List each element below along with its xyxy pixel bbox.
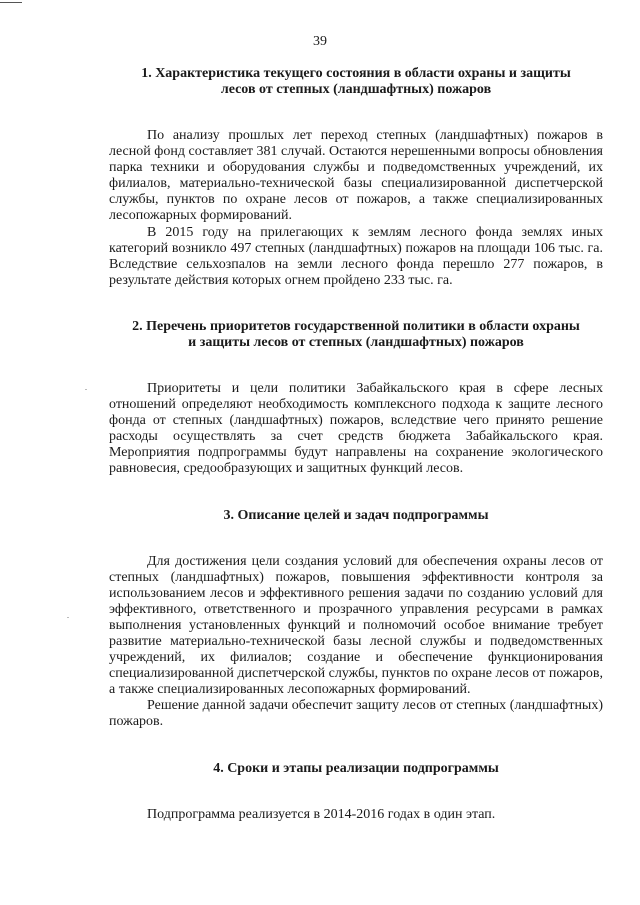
scan-speck (85, 389, 87, 390)
section-heading-2 (109, 319, 603, 351)
scan-corner-mark (0, 2, 22, 3)
section-heading-4 (109, 761, 603, 777)
section-heading-3 (109, 508, 603, 524)
page-number: 39 (313, 34, 327, 49)
heading-line: лесов от степных (ландшафтных) пожаров (220, 82, 492, 97)
document-body (109, 66, 603, 823)
section-heading-1 (109, 66, 603, 98)
body-paragraph: По анализу прошлых лет переход степных (ландшафтных) пожаров в лесной фонд составляет 381 случай. Остаются нерешенными вопросы обновления парка техники и оборудования службы и подведомственных учреждений, их филиалов, материально-технической базы специализированной диспетчерской службы, пунктов по охране лесов от пожаров, а также специализированных лесопожарных формирований. (109, 128, 603, 224)
body-paragraph: В 2015 году на прилегающих к землям лесного фонда землях иных категорий возникло 497 степных (ландшафтных) пожаров на площади 106 тыс. га. Вследствие сельхозпалов на земли лесного фонда перешло 277 пожаров, в результате действия которых огнем пройдено 233 тыс. га. (109, 224, 603, 288)
heading-line: 2. Перечень приоритетов государственной политики в области охраны (132, 318, 580, 334)
body-paragraph: Подпрограмма реализуется в 2014-2016 годах в один этап. (147, 806, 496, 822)
scan-speck (67, 617, 69, 618)
body-paragraph: Для достижения цели создания условий для обеспечения охраны лесов от степных (ландшафтных) пожаров, повышения эффективности контроля за использованием лесов и эффективного решения задачи по созданию условий для эффективного, ответственного и прозрачного управления ресурсами в рамках выполнения установленных функций и полномочий особое внимание требует развитие материально-технической базы лесной службы и подведомственных учреждений, их филиалов; создание и обеспечение функционирования специализированной диспетчерской службы, пунктов по охране лесов от пожаров, а также специализированных лесопожарных формирований. (109, 553, 603, 698)
body-paragraph: Решение данной задачи обеспечит защиту лесов от степных (ландшафтных) пожаров. (109, 698, 603, 730)
heading-line: 3. Описание целей и задач подпрограммы (223, 507, 489, 523)
heading-line: 4. Сроки и этапы реализации подпрограммы (213, 760, 499, 776)
heading-line: и защиты лесов от степных (ландшафтных) пожаров (188, 334, 524, 350)
body-paragraph: Приоритеты и цели политики Забайкальского края в сфере лесных отношений определяют необходимость комплексного подхода к защите лесного фонда от степных (ландшафтных) пожаров, вследствие чего принято решение расходы осуществлять за счет средств бюджета Забайкальского края. Мероприятия подпрограммы будут направлены на сохранение экологического равновесия, средообразующих и защитных функций лесов. (109, 380, 603, 477)
heading-line: 1. Характеристика текущего состояния в области охраны и защиты (141, 66, 571, 81)
